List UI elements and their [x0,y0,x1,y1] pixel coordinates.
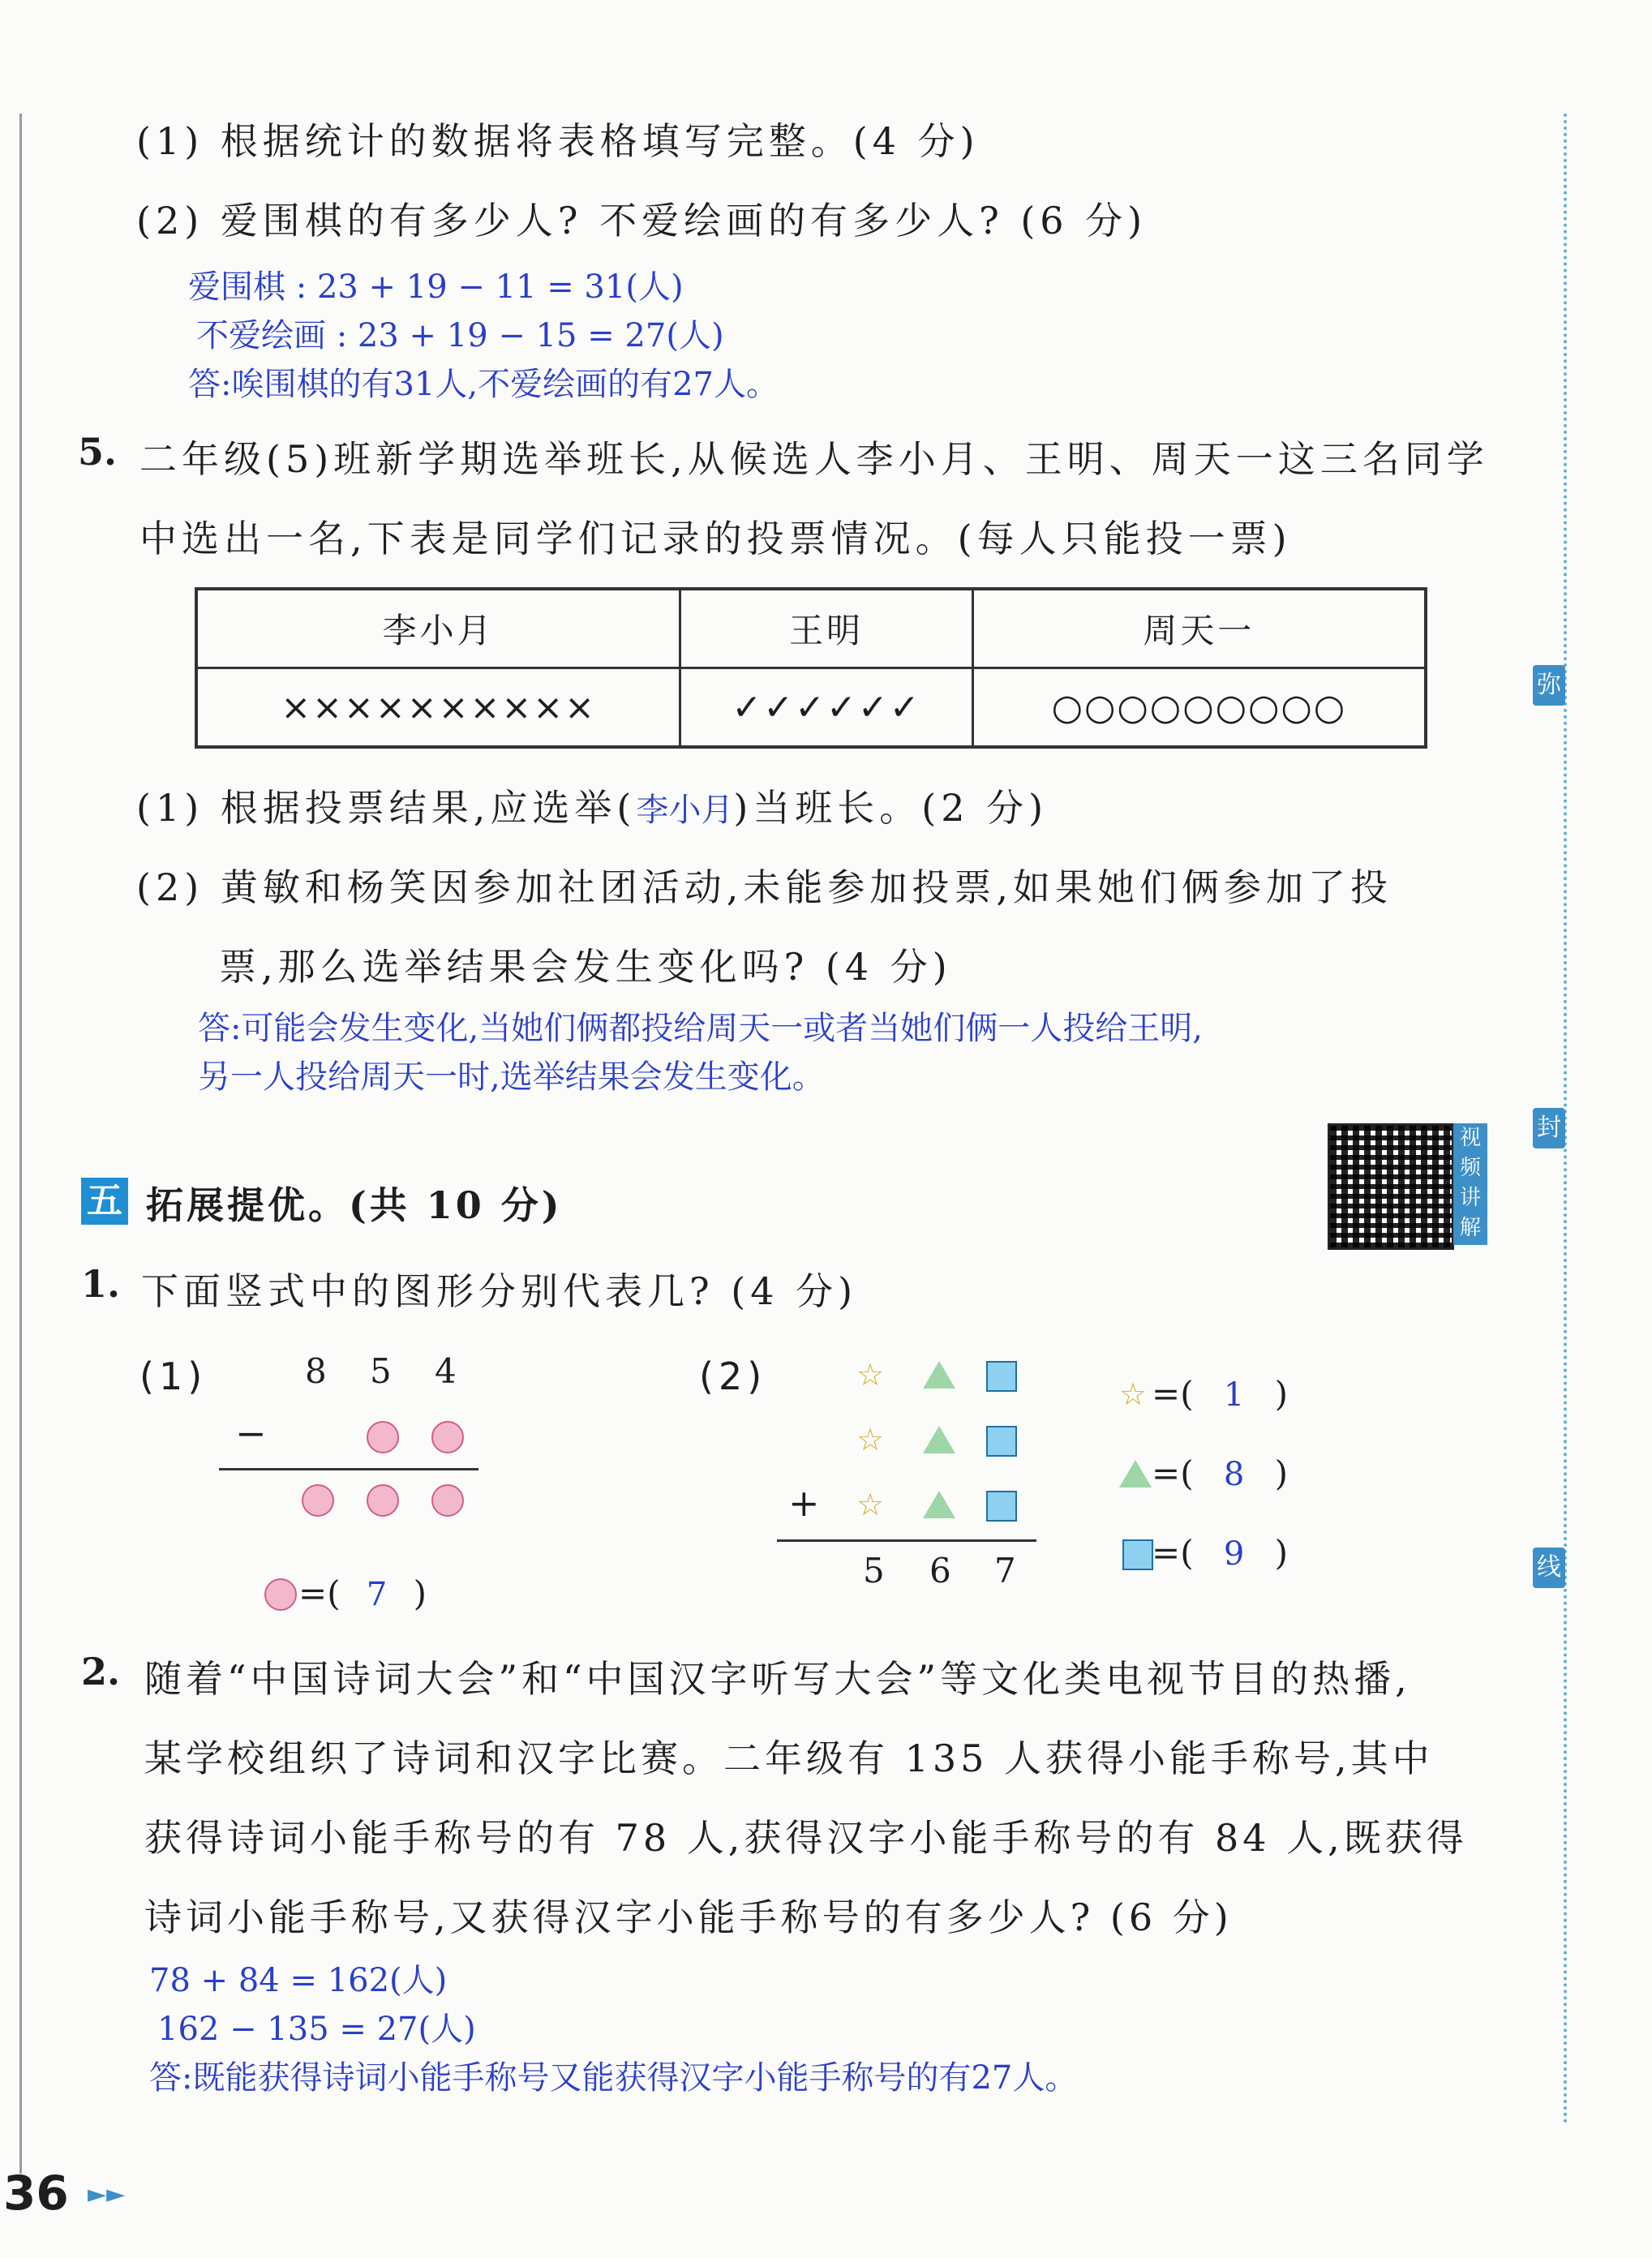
star-icon: ☆ [856,1422,885,1457]
ext1-number: 1. [81,1262,121,1306]
p2-rule [777,1539,1036,1542]
ext2-answer-line2: 162 − 135 = 27(人) [157,2011,476,2048]
triangle-shape [1119,1460,1152,1487]
ext2-line3: 获得诗词小能手称号的有 78 人,获得汉字小能手称号的有 84 人,既获得 [144,1816,1468,1860]
square-shape [1122,1539,1153,1570]
seal-tag-1: 弥 [1533,665,1565,706]
star-answer: 1 [1223,1376,1245,1414]
vote-marks-cell: ○○○○○○○○○ [972,668,1426,748]
vote-header-cell: 周天一 [972,589,1426,668]
square-answer-row [1152,1533,1288,1573]
circle-shape [431,1484,464,1517]
p1-digit: 8 [305,1351,327,1391]
star-icon: ☆ [856,1357,885,1393]
section-badge: 五 [81,1178,128,1225]
star-icon: ☆ [1119,1376,1148,1412]
qr-code[interactable] [1328,1123,1454,1250]
square-shape [986,1491,1017,1522]
circle-shape [431,1421,464,1453]
q4-answer-line2: 不爱绘画 : 23 + 19 − 15 = 27(人) [196,317,724,354]
vote-marks-cell: ✓✓✓✓✓✓ [680,668,973,748]
left-margin-line [19,114,22,2174]
p1-answer-row [298,1573,427,1613]
vote-table-header-row [196,589,1426,668]
q5-part2-line1: (2) 黄敏和杨笑因参加社团活动,未能参加投票,如果她们俩参加了投 [136,865,1393,909]
ext2-line4: 诗词小能手称号,又获得汉字小能手称号的有多少人? (6 分) [144,1895,1233,1939]
vote-table-marks-row [196,668,1426,748]
ext1-p2-label: (2) [699,1354,767,1398]
q5-part1-prefix: (1) 根据投票结果,应选举( [136,786,637,830]
q4-part2: (2) 爱围棋的有多少人? 不爱绘画的有多少人? (6 分) [136,199,1148,243]
p1-digit: 5 [370,1351,392,1391]
page-number: 36 [3,2166,69,2221]
ext1-text: 下面竖式中的图形分别代表几? (4 分) [141,1269,858,1313]
p2-sum-digit: 6 [929,1551,951,1590]
ext1-p1-label: (1) [139,1354,208,1398]
qr-label-char: 频 [1459,1156,1481,1180]
eq-open: =( [298,1573,341,1613]
q5-answer-line2: 另一人投给周天一时,选举结果会发生变化。 [198,1058,825,1096]
ext2-answer-line3: 答:既能获得诗词小能手称号又能获得汉字小能手称号的有27人。 [149,2059,1078,2097]
p2-sum-digit: 7 [994,1551,1016,1590]
q5-part2-line2: 票,那么选举结果会发生变化吗? (4 分) [219,945,952,989]
eq-open: =( [1152,1374,1194,1414]
triangle-shape [923,1426,955,1453]
ext2-line1: 随着“中国诗词大会”和“中国汉字听写大会”等文化类电视节目的热播, [144,1657,1411,1701]
video-explanation-label[interactable] [1453,1123,1487,1245]
p2-sum-digit: 5 [863,1551,885,1590]
vote-header-cell: 王明 [680,589,973,668]
triangle-answer-row [1152,1453,1288,1493]
triangle-shape [923,1491,955,1518]
q5-number: 5. [78,430,118,474]
page-arrows-icon: ►► [88,2180,126,2209]
vote-marks-cell: ×××××××××× [196,668,680,748]
eq-close: ) [1274,1374,1288,1414]
q5-text-line1: 二年级(5)班新学期选举班长,从候选人李小月、王明、周天一这三名同学 [139,437,1489,481]
qr-label-char: 讲 [1459,1186,1481,1210]
eq-close: ) [413,1573,427,1613]
circle-shape [302,1484,334,1517]
square-shape [986,1426,1017,1457]
q4-part1: (1) 根据统计的数据将表格填写完整。(4 分) [136,119,980,163]
q5-part1 [136,779,1048,832]
circle-shape [367,1421,399,1453]
vote-header-cell: 李小月 [196,589,680,668]
q5-part1-answer: 李小月 [636,792,734,829]
p1-minus-sign: − [235,1411,267,1455]
q4-answer-line3: 答:唉围棋的有31人,不爱绘画的有27人。 [188,366,779,403]
q5-answer-line1: 答:可能会发生变化,当她们俩都投给周天一或者当她们俩一人投给王明, [198,1010,1203,1047]
circle-shape [367,1484,399,1517]
eq-open: =( [1152,1453,1194,1493]
square-shape [986,1361,1017,1392]
eq-open: =( [1152,1533,1194,1573]
section-title: 拓展提优。(共 10 分) [146,1183,563,1227]
p2-plus-sign: + [788,1481,820,1525]
q4-answer-line1: 爱围棋 : 23 + 19 − 11 = 31(人) [188,268,684,306]
p1-digit: 4 [435,1351,457,1391]
square-answer: 9 [1223,1535,1245,1573]
triangle-answer: 8 [1223,1456,1245,1493]
q5-part1-suffix: )当班长。(2 分) [733,786,1049,830]
qr-label-char: 视 [1459,1126,1481,1150]
triangle-shape [923,1361,955,1389]
eq-close: ) [1274,1533,1288,1573]
qr-label-char: 解 [1459,1216,1481,1240]
seal-tag-2: 封 [1533,1108,1565,1148]
q5-text-line2: 中选出一名,下表是同学们记录的投票情况。(每人只能投一票) [139,517,1292,560]
eq-close: ) [1274,1453,1288,1493]
circle-shape [264,1578,297,1611]
p1-rule [219,1468,478,1470]
star-icon: ☆ [856,1487,885,1522]
ext2-line2: 某学校组织了诗词和汉字比赛。二年级有 135 人获得小能手称号,其中 [144,1736,1434,1780]
seal-tag-3: 线 [1533,1548,1565,1588]
circle-answer: 7 [366,1576,388,1613]
star-answer-row [1152,1374,1288,1414]
ext2-number: 2. [81,1650,121,1694]
ext2-answer-line1: 78 + 84 = 162(人) [149,1962,448,1999]
vote-table [195,587,1427,749]
